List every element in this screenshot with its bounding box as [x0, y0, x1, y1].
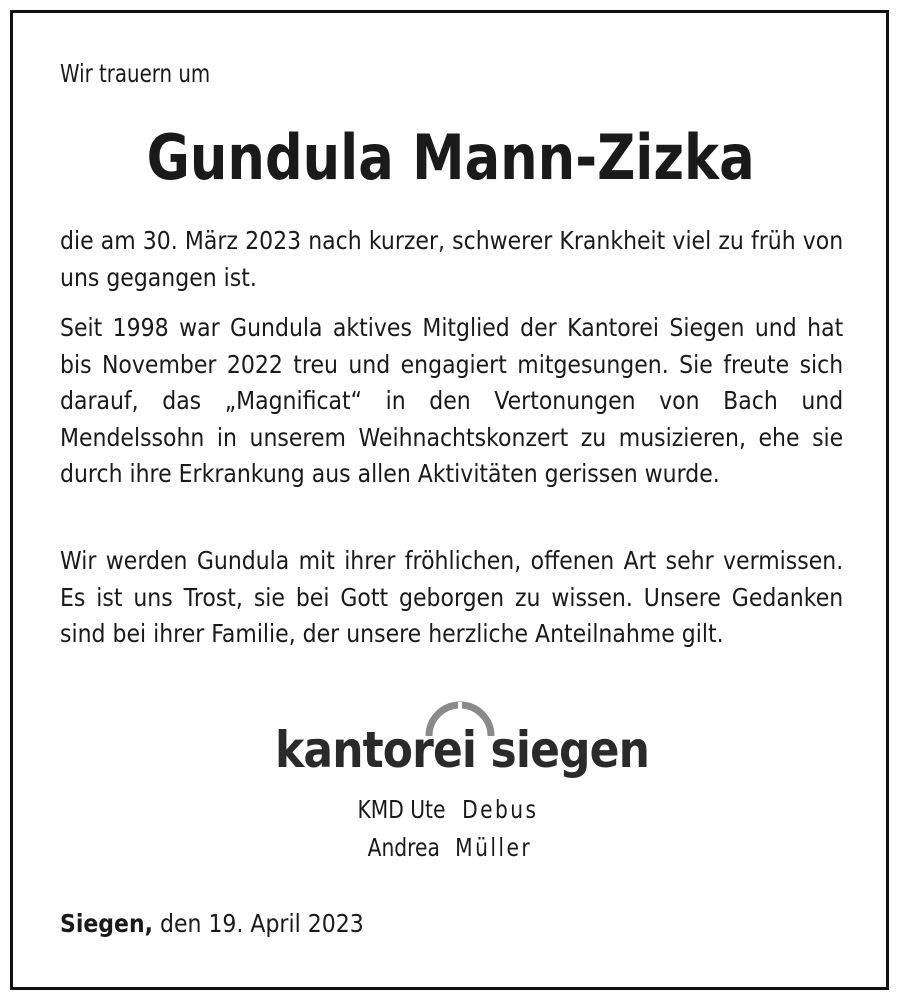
- logo-text: kantorei siegen: [275, 721, 650, 779]
- signatory-1-prefix: KMD Ute: [357, 795, 446, 824]
- kantorei-logo: [275, 698, 650, 788]
- intro-text: Wir trauern um: [60, 59, 211, 88]
- place-date: [60, 906, 364, 942]
- paragraph-death-notice: [60, 223, 843, 296]
- paragraph-2-text: Seit 1998 war Gundula aktives Mitglied der Kantorei Siegen und hat bis November 2022 treu und engagiert mitgesungen. Sie freute sich darauf, das „Magnificat“ in den Vertonungen von Bach und Mendelssohn in unserem Weihnachtskonzert zu musizieren, ehe sie durch ihre Erkrankung aus allen Aktivitäten gerissen wurde.: [60, 313, 844, 488]
- deceased-name-text: Gundula Mann-Zizka: [146, 121, 755, 194]
- place-name: Siegen,: [60, 909, 154, 938]
- deceased-name: [0, 118, 901, 198]
- paragraph-1-text: die am 30. März 2023 nach kurzer, schwerer Krankheit viel zu früh von uns gegangen ist.: [60, 226, 844, 292]
- signatory-1-surname: Debus: [461, 795, 539, 824]
- signatory-2-surname: Müller: [455, 833, 533, 862]
- signatory-2: [0, 830, 901, 866]
- date-text: den 19. April 2023: [160, 909, 364, 938]
- paragraph-condolence: [60, 543, 843, 653]
- signatory-2-prefix: Andrea: [368, 833, 441, 862]
- signatory-1: [0, 792, 898, 828]
- paragraph-membership: [60, 310, 843, 493]
- paragraph-3-text: Wir werden Gundula mit ihrer fröhlichen, offenen Art sehr vermissen. Es ist uns Trost, sie bei Gott geborgen zu wissen. Unsere Gedanken sind bei ihrer Familie, der unsere herzliche Anteilnahme gilt.: [60, 546, 844, 648]
